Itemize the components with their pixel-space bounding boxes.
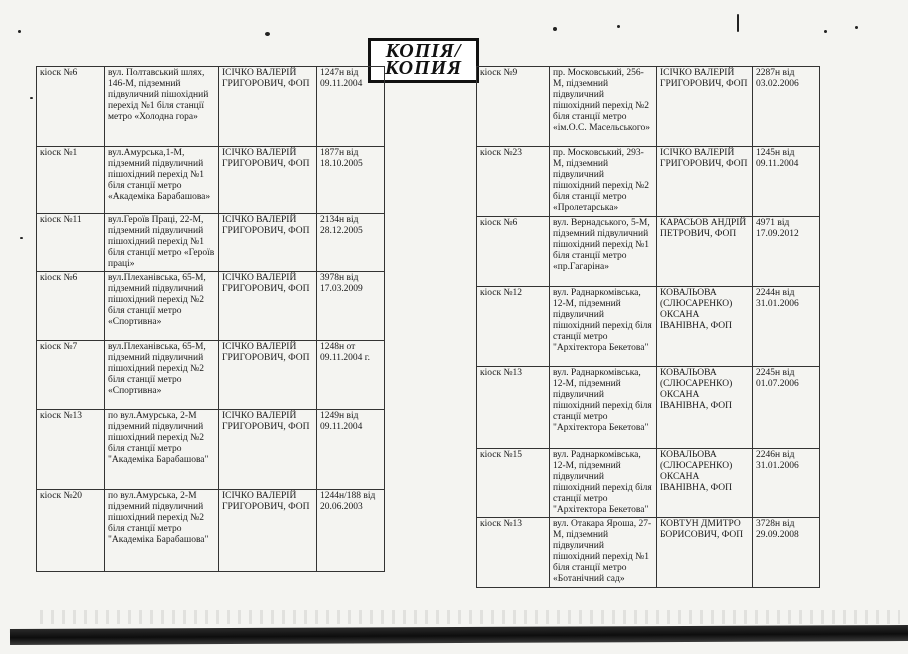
table-row: [37, 341, 385, 410]
stamp-line-2: КОПИЯ: [385, 57, 462, 79]
address-cell: вул. Вернадського, 5-М, підземний підвуличний пішохідний перехід №1 біля станції метро «пр.Гагаріна»: [550, 217, 657, 287]
document-cell: 1247н від 09.11.2004: [317, 67, 385, 147]
kiosk-number-cell: кіоск №1: [37, 147, 105, 214]
address-cell: вул. Раднаркомівська, 12-М, підземний підвуличний пішохідний перехід біля станції метро "Архітектора Бекетова": [550, 287, 657, 367]
document-cell: 2246н від 31.01.2006: [753, 449, 820, 518]
document-cell: 3728н від 29.09.2008: [753, 518, 820, 588]
scan-speck: [30, 97, 33, 99]
kiosk-number-cell: кіоск №6: [37, 272, 105, 341]
address-cell: вул. Полтавський шлях, 146-М, підземний підвуличний пішохідний перехід №1 біля станції метро «Холодна гора»: [105, 67, 219, 147]
kiosk-number-cell: кіоск №15: [477, 449, 550, 518]
scan-speck: [553, 27, 557, 31]
owner-cell: КОВАЛЬОВА (СЛЮСАРЕНКО) ОКСАНА ІВАНІВНА, ФОП: [657, 449, 753, 518]
owner-cell: ІСІЧКО ВАЛЕРІЙ ГРИГОРОВИЧ, ФОП: [657, 67, 753, 147]
scan-speck: [855, 26, 858, 29]
address-cell: вул. Отакара Яроша, 27-М, підземний підвуличний пішохідний перехід №1 біля станції метро «Ботанічний сад»: [550, 518, 657, 588]
kiosk-number-cell: кіоск №23: [477, 147, 550, 217]
scan-speck: [20, 237, 23, 239]
table-row: [37, 490, 385, 572]
owner-cell: ІСІЧКО ВАЛЕРІЙ ГРИГОРОВИЧ, ФОП: [219, 490, 317, 572]
owner-cell: КОВАЛЬОВА (СЛЮСАРЕНКО) ОКСАНА ІВАНІВНА, ФОП: [657, 287, 753, 367]
scan-noise: [40, 610, 900, 624]
scan-edge-shadow: [10, 625, 908, 645]
owner-cell: КАРАСЬОВ АНДРІЙ ПЕТРОВИЧ, ФОП: [657, 217, 753, 287]
owner-cell: ІСІЧКО ВАЛЕРІЙ ГРИГОРОВИЧ, ФОП: [657, 147, 753, 217]
kiosk-number-cell: кіоск №20: [37, 490, 105, 572]
owner-cell: ІСІЧКО ВАЛЕРІЙ ГРИГОРОВИЧ, ФОП: [219, 341, 317, 410]
kiosk-number-cell: кіоск №13: [37, 410, 105, 490]
owner-cell: ІСІЧКО ВАЛЕРІЙ ГРИГОРОВИЧ, ФОП: [219, 272, 317, 341]
kiosk-number-cell: кіоск №7: [37, 341, 105, 410]
kiosk-number-cell: кіоск №6: [477, 217, 550, 287]
document-cell: 1877н від 18.10.2005: [317, 147, 385, 214]
owner-cell: ІСІЧКО ВАЛЕРІЙ ГРИГОРОВИЧ, ФОП: [219, 410, 317, 490]
table-row: [477, 449, 820, 518]
owner-cell: ІСІЧКО ВАЛЕРІЙ ГРИГОРОВИЧ, ФОП: [219, 67, 317, 147]
address-cell: вул.Плеханівська, 65-М, підземний підвуличний пішохідний перехід №2 біля станції метро «Спортивна»: [105, 272, 219, 341]
document-cell: 4971 від 17.09.2012: [753, 217, 820, 287]
owner-cell: КОВАЛЬОВА (СЛЮСАРЕНКО) ОКСАНА ІВАНІВНА, ФОП: [657, 367, 753, 449]
kiosk-table-right: [476, 66, 820, 588]
address-cell: вул. Раднаркомівська, 12-М, підземний підвуличний пішохідний перехід біля станції метро "Архітектора Бекетова": [550, 449, 657, 518]
scan-speck: [824, 30, 827, 33]
scan-speck: [18, 30, 21, 33]
address-cell: по вул.Амурська, 2-М підземний підвуличний пішохідний перехід №2 біля станції метро "Академіка Барабашова": [105, 490, 219, 572]
table-row: [37, 147, 385, 214]
document-cell: 2245н від 01.07.2006: [753, 367, 820, 449]
address-cell: пр. Московський, 293-М, підземний підвуличний пішохідний перехід №2 біля станції метро «Пролетарська»: [550, 147, 657, 217]
address-cell: вул. Раднаркомівська, 12-М, підземний підвуличний пішохідний перехід біля станції метро "Архітектора Бекетова": [550, 367, 657, 449]
owner-cell: ІСІЧКО ВАЛЕРІЙ ГРИГОРОВИЧ, ФОП: [219, 147, 317, 214]
kiosk-number-cell: кіоск №9: [477, 67, 550, 147]
kiosk-number-cell: кіоск №13: [477, 518, 550, 588]
kiosk-number-cell: кіоск №13: [477, 367, 550, 449]
kiosk-table-left: [36, 66, 385, 572]
address-cell: вул.Амурська,1-М, підземний підвуличний пішохідний перехід №1 біля станції метро «Академіка Барабашова»: [105, 147, 219, 214]
document-cell: 2134н від 28.12.2005: [317, 214, 385, 272]
table-row: [477, 518, 820, 588]
scan-speck: [617, 25, 620, 28]
table-row: [37, 272, 385, 341]
table-row: [477, 147, 820, 217]
owner-cell: КОВТУН ДМИТРО БОРИСОВИЧ, ФОП: [657, 518, 753, 588]
document-cell: 2287н від 03.02.2006: [753, 67, 820, 147]
address-cell: по вул.Амурська, 2-М підземний підвуличний пішохідний перехід №2 біля станції метро "Академіка Барабашова": [105, 410, 219, 490]
document-cell: 1249н від 09.11.2004: [317, 410, 385, 490]
table-row: [477, 367, 820, 449]
document-cell: 1245н від 09.11.2004: [753, 147, 820, 217]
address-cell: пр. Московський, 256-М, підземний підвуличний пішохідний перехід №2 біля станції метро «ім.О.С. Масельського»: [550, 67, 657, 147]
address-cell: вул.Плеханівська, 65-М, підземний підвуличний пішохідний перехід №2 біля станції метро «Спортивна»: [105, 341, 219, 410]
table-row: [477, 217, 820, 287]
document-cell: 3978н від 17.03.2009: [317, 272, 385, 341]
address-cell: вул.Героїв Праці, 22-М, підземний підвуличний пішохідний перехід №1 біля станції метро «Героїв праці»: [105, 214, 219, 272]
table-row: [37, 214, 385, 272]
table-row: [477, 287, 820, 367]
table-row: [37, 410, 385, 490]
document-cell: 1248н от 09.11.2004 г.: [317, 341, 385, 410]
owner-cell: ІСІЧКО ВАЛЕРІЙ ГРИГОРОВИЧ, ФОП: [219, 214, 317, 272]
table-row: [477, 67, 820, 147]
kiosk-number-cell: кіоск №6: [37, 67, 105, 147]
scan-speck: [265, 32, 270, 36]
document-cell: 2244н від 31.01.2006: [753, 287, 820, 367]
stamp-line-1: КОПІЯ/: [385, 40, 462, 62]
kiosk-number-cell: кіоск №11: [37, 214, 105, 272]
scan-speck: [737, 14, 739, 32]
kiosk-number-cell: кіоск №12: [477, 287, 550, 367]
document-cell: 1244н/188 від 20.06.2003: [317, 490, 385, 572]
table-row: [37, 67, 385, 147]
